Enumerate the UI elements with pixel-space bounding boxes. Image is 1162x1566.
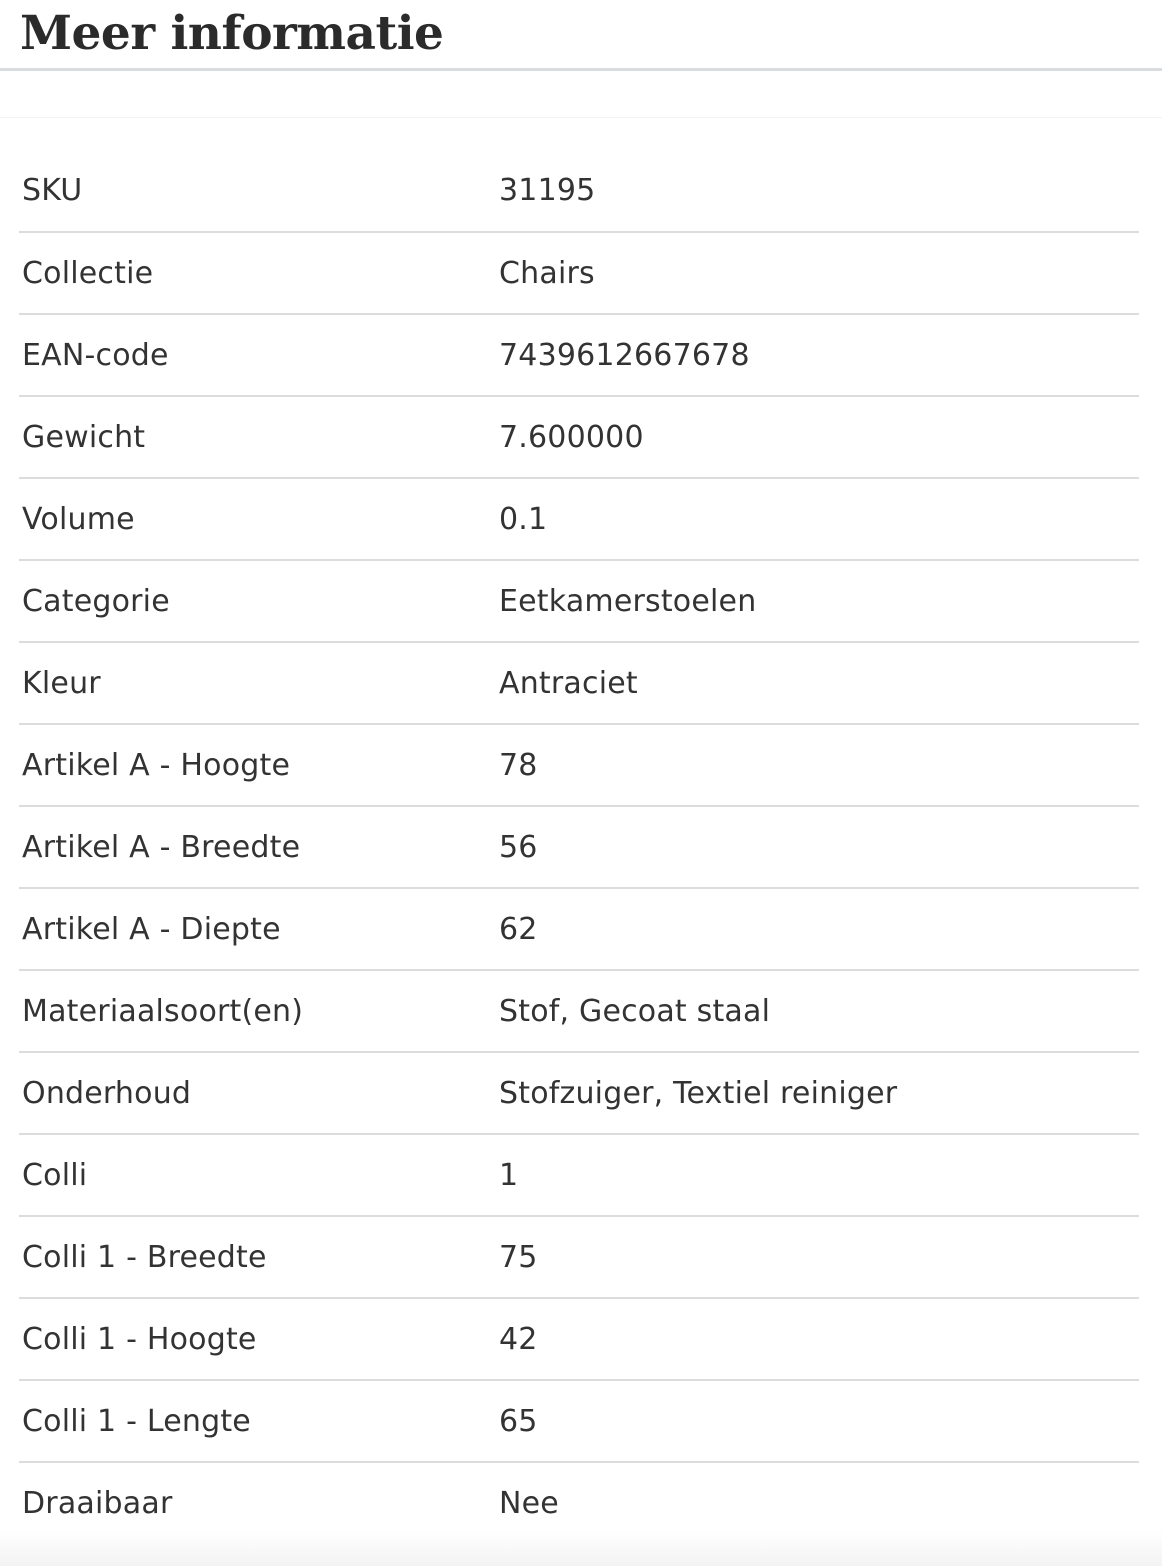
spec-label: Artikel A - Hoogte: [19, 724, 499, 806]
spec-label: Colli 1 - Breedte: [19, 1216, 499, 1298]
spec-value: 7.600000: [499, 396, 1139, 478]
spec-value: 78: [499, 724, 1139, 806]
spec-value: 62: [499, 888, 1139, 970]
spec-row-colli-1-lengte: [19, 1380, 1139, 1462]
spec-row-collectie: [19, 232, 1139, 314]
spec-value: Stofzuiger, Textiel reiniger: [499, 1052, 1139, 1134]
spec-label: EAN-code: [19, 314, 499, 396]
spec-row-colli: [19, 1134, 1139, 1216]
spec-value: 42: [499, 1298, 1139, 1380]
spec-row-ean-code: [19, 314, 1139, 396]
spec-row-artikel-a-diepte: [19, 888, 1139, 970]
spec-row-gewicht: [19, 396, 1139, 478]
spec-label: SKU: [19, 150, 499, 232]
spec-row-kleur: [19, 642, 1139, 724]
spec-value: Eetkamerstoelen: [499, 560, 1139, 642]
spec-panel: [0, 118, 1162, 1566]
spec-value: Nee: [499, 1486, 559, 1521]
spec-label: Gewicht: [19, 396, 499, 478]
spec-label: Materiaalsoort(en): [19, 970, 499, 1052]
spec-row-categorie: [19, 560, 1139, 642]
spec-label: Colli: [19, 1134, 499, 1216]
spec-label: Draaibaar: [22, 1486, 173, 1521]
spec-label: Colli 1 - Lengte: [19, 1380, 499, 1462]
spec-row-materiaalsoorten: [19, 970, 1139, 1052]
spec-label: Artikel A - Diepte: [19, 888, 499, 970]
section-divider: [0, 71, 1162, 118]
spec-row-colli-1-breedte: [19, 1216, 1139, 1298]
page-title: Meer informatie: [20, 6, 444, 61]
spec-label: Kleur: [19, 642, 499, 724]
spec-label: Collectie: [19, 232, 499, 314]
panel-bottom-edge: [0, 1530, 1162, 1566]
spec-value: 56: [499, 806, 1139, 888]
section-header: [0, 0, 1162, 71]
spec-value: 0.1: [499, 478, 1139, 560]
spec-row-colli-1-hoogte: [19, 1298, 1139, 1380]
spec-row-sku: [19, 150, 1139, 232]
spec-row-artikel-a-breedte: [19, 806, 1139, 888]
spec-label: Onderhoud: [19, 1052, 499, 1134]
spec-table: [19, 150, 1139, 1544]
spec-row-artikel-a-hoogte: [19, 724, 1139, 806]
spec-row-volume: [19, 478, 1139, 560]
spec-value: 1: [499, 1134, 1139, 1216]
spec-value: Stof, Gecoat staal: [499, 970, 1139, 1052]
spec-value: 65: [499, 1380, 1139, 1462]
spec-value: Chairs: [499, 232, 1139, 314]
spec-value: 31195: [499, 150, 1139, 232]
spec-label: Artikel A - Breedte: [19, 806, 499, 888]
spec-row-onderhoud: [19, 1052, 1139, 1134]
spec-label: Volume: [19, 478, 499, 560]
spec-value: Antraciet: [499, 642, 1139, 724]
spec-value: 7439612667678: [499, 314, 1139, 396]
spec-label: Colli 1 - Hoogte: [19, 1298, 499, 1380]
spec-label: Categorie: [19, 560, 499, 642]
spec-value: 75: [499, 1216, 1139, 1298]
